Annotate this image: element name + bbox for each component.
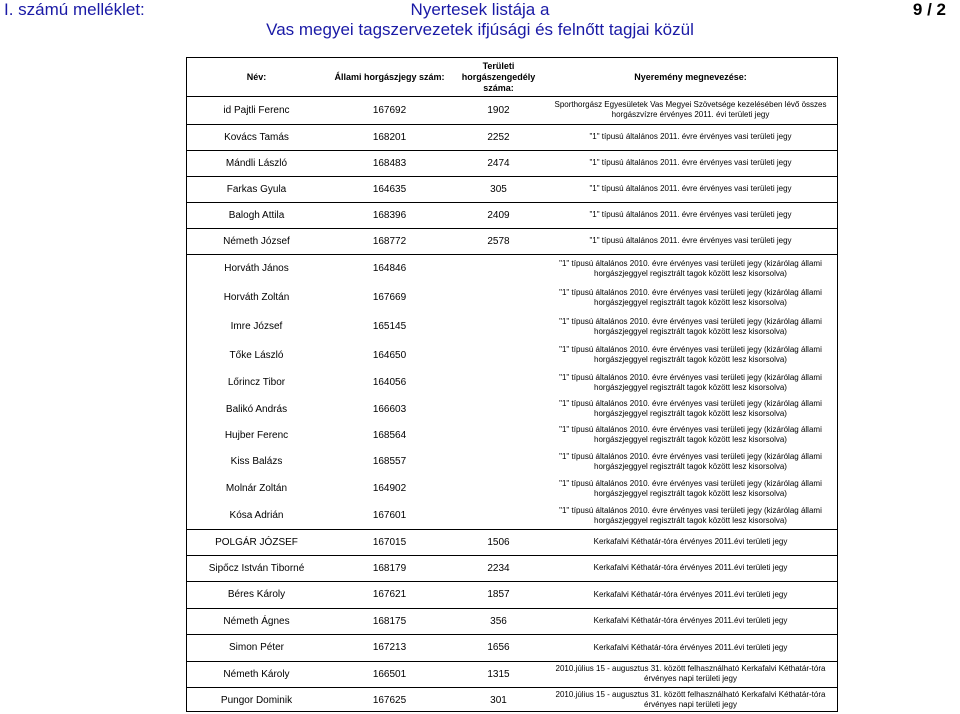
cell-area-license: 301 [490,694,507,706]
table-row [187,422,837,448]
cell-license: 168201 [372,131,407,143]
cell-prize: "1" típusú általános 2010. évre érvényes vasi területi jegy (kizárólag állami horgászjeggyel regisztrált tagok között lesz kisorsolva) [559,316,822,336]
table-row [187,396,837,422]
cell-license: 167213 [372,642,407,653]
column-header-name: Név: [246,71,267,82]
table-row [187,312,837,341]
cell-name: Imre József [230,321,283,332]
table-row [187,475,837,502]
cell-prize: "1" típusú általános 2011. évre érvényes vasi területi jegy [589,210,792,219]
cell-prize: "1" típusú általános 2011. évre érvényes vasi területi jegy [589,184,792,193]
cell-name: Mándli László [225,157,288,169]
title-line-2: Vas megyei tagszervezetek ifjúsági és felnőtt tagjai közül [266,20,694,39]
cell-license: 168564 [372,429,407,441]
cell-area-license: 356 [490,615,507,627]
cell-name: Németh Ágnes [223,615,290,627]
cell-prize: "1" típusú általános 2010. évre érvényes vasi területi jegy (kizárólag állami horgászjeggyel regisztrált tagok között lesz kisorsolva) [559,287,822,307]
cell-prize: "1" típusú általános 2010. évre érvényes vasi területi jegy (kizárólag állami horgászjeggyel regisztrált tagok között lesz kisorsolva) [559,451,822,471]
column-header-area-license: Területi horgászengedély száma: [461,60,536,93]
table-row [187,555,837,581]
cell-prize: "1" típusú általános 2010. évre érvényes vasi területi jegy (kizárólag állami horgászjeggyel regisztrált tagok között lesz kisorsolva) [559,372,822,392]
cell-area-license [453,396,544,422]
cell-license: 166603 [372,403,407,415]
cell-area-license: 1315 [487,668,510,680]
title-line-1: Nyertesek listája a [410,0,550,19]
cell-name: Sipőcz István Tiborné [208,562,305,574]
cell-area-license [453,369,544,396]
cell-prize: Kerkafalvi Kéthatár-tóra érvényes 2011.évi területi jegy [593,642,788,652]
cell-name: Lőrincz Tibor [227,377,286,388]
table-row [187,634,837,661]
cell-name: Kósa Adrián [229,510,284,521]
cell-area-license [453,283,544,312]
cell-area-license [453,254,544,283]
table-row [187,124,837,150]
cell-prize: "1" típusú általános 2010. évre érvényes vasi területi jegy (kizárólag állami horgászjeggyel regisztrált tagok között lesz kisorsolva) [559,478,822,498]
appendix-label: I. számú melléklet: [4,0,145,19]
cell-name: Simon Péter [228,642,285,653]
cell-prize: Kerkafalvi Kéthatár-tóra érvényes 2011.évi területi jegy [593,537,788,546]
table-header-row [187,58,837,96]
cell-license: 168483 [372,157,407,169]
cell-name: Németh Károly [223,668,290,680]
cell-area-license: 1902 [487,104,510,116]
cell-prize: "1" típusú általános 2011. évre érvényes vasi területi jegy [589,158,792,167]
table-row [187,283,837,312]
table-row [187,176,837,202]
cell-prize: Kerkafalvi Kéthatár-tóra érvényes 2011.évi területi jegy [593,616,788,625]
winners-table [186,57,838,712]
cell-license: 167692 [372,104,407,116]
page-number: 9 / 2 [912,0,946,19]
cell-prize: "1" típusú általános 2010. évre érvényes vasi területi jegy (kizárólag állami horgászjeggyel regisztrált tagok között lesz kisorsolva) [559,399,822,418]
cell-name: Horváth Zoltán [223,292,290,303]
cell-prize: 2010.július 15 - augusztus 31. között felhasználható Kerkafalvi Kéthatár-tóra érvényes napi területi jegy [555,664,826,683]
cell-license: 164846 [372,263,407,274]
cell-area-license: 2252 [487,131,510,143]
table-row [187,529,837,555]
cell-license: 167625 [372,694,407,706]
cell-area-license: 1656 [487,642,510,653]
cell-prize: Kerkafalvi Kéthatár-tóra érvényes 2011.évi területi jegy [593,589,788,599]
table-row [187,687,837,713]
cell-license: 164635 [372,183,407,195]
cell-name: Hujber Ferenc [224,429,289,441]
cell-area-license [453,475,544,502]
cell-name: Németh József [223,235,290,247]
cell-name: POLGÁR JÓZSEF [215,536,298,548]
table-row [187,608,837,634]
cell-name: Béres Károly [227,589,286,600]
column-header-license: Állami horgászjegy szám: [334,71,445,82]
cell-prize: "1" típusú általános 2011. évre érvényes vasi területi jegy [589,236,792,245]
cell-area-license [453,341,544,369]
table-row [187,502,837,529]
cell-license: 164056 [372,377,407,388]
cell-license: 168396 [372,209,407,221]
table-row [187,202,837,228]
cell-license: 164902 [372,483,407,494]
table-row [187,341,837,369]
cell-license: 168175 [372,615,407,627]
cell-name: Balikó András [225,403,288,415]
cell-name: Kiss Balázs [230,456,283,467]
cell-prize: "1" típusú általános 2011. évre érvényes vasi területi jegy [589,132,792,141]
cell-area-license [453,448,544,475]
cell-prize: Sporthorgász Egyesületek Vas Megyei Szövetsége kezelésében lévő összes horgászvízre érvényes 2011. évi területi jegy [554,100,827,119]
table-row [187,150,837,176]
cell-license: 167621 [372,589,407,600]
cell-license: 165145 [372,321,407,332]
cell-area-license: 2409 [487,209,510,221]
cell-license: 164650 [372,349,407,361]
cell-name: id Pajtli Ferenc [223,104,290,116]
table-row [187,96,837,124]
cell-prize: "1" típusú általános 2010. évre érvényes vasi területi jegy (kizárólag állami horgászjeggyel regisztrált tagok között lesz kisorsolva) [559,505,822,525]
cell-area-license [453,422,544,448]
cell-area-license: 2234 [487,562,510,574]
table-row [187,581,837,608]
table-row [187,254,837,283]
table-row [187,661,837,687]
table-row [187,369,837,396]
cell-area-license [453,312,544,341]
cell-name: Kovács Tamás [224,131,289,143]
cell-prize: 2010.július 15 - augusztus 31. között felhasználható Kerkafalvi Kéthatár-tóra érvényes napi területi jegy [555,690,826,709]
cell-name: Molnár Zoltán [225,483,288,494]
cell-license: 168179 [372,562,407,574]
cell-area-license: 1506 [487,536,510,548]
cell-license: 167015 [372,536,407,548]
table-row [187,448,837,475]
document-title [0,0,960,40]
cell-prize: "1" típusú általános 2010. évre érvényes vasi területi jegy (kizárólag állami horgászjeggyel regisztrált tagok között lesz kisorsolva) [559,258,822,278]
cell-area-license: 2474 [487,157,510,169]
cell-license: 168772 [372,235,407,247]
cell-name: Tőke László [229,349,284,361]
cell-area-license: 305 [490,183,507,195]
table-row [187,228,837,254]
cell-name: Pungor Dominik [220,694,293,706]
cell-license: 166501 [372,668,407,680]
cell-name: Balogh Attila [228,209,285,221]
cell-area-license: 1857 [487,589,510,600]
cell-license: 168557 [372,456,407,467]
cell-name: Farkas Gyula [226,183,287,195]
cell-prize: "1" típusú általános 2010. évre érvényes vasi területi jegy (kizárólag állami horgászjeggyel regisztrált tagok között lesz kisorsolva) [559,345,822,364]
cell-name: Horváth János [224,263,289,274]
cell-license: 167669 [372,292,407,303]
column-header-prize: Nyeremény megnevezése: [634,71,747,82]
cell-prize: "1" típusú általános 2010. évre érvényes vasi területi jegy (kizárólag állami horgászjeggyel regisztrált tagok között lesz kisorsolva) [559,425,822,444]
cell-area-license [453,502,544,529]
cell-license: 167601 [372,510,407,521]
cell-area-license: 2578 [487,235,510,247]
cell-prize: Kerkafalvi Kéthatár-tóra érvényes 2011.évi területi jegy [593,563,788,572]
